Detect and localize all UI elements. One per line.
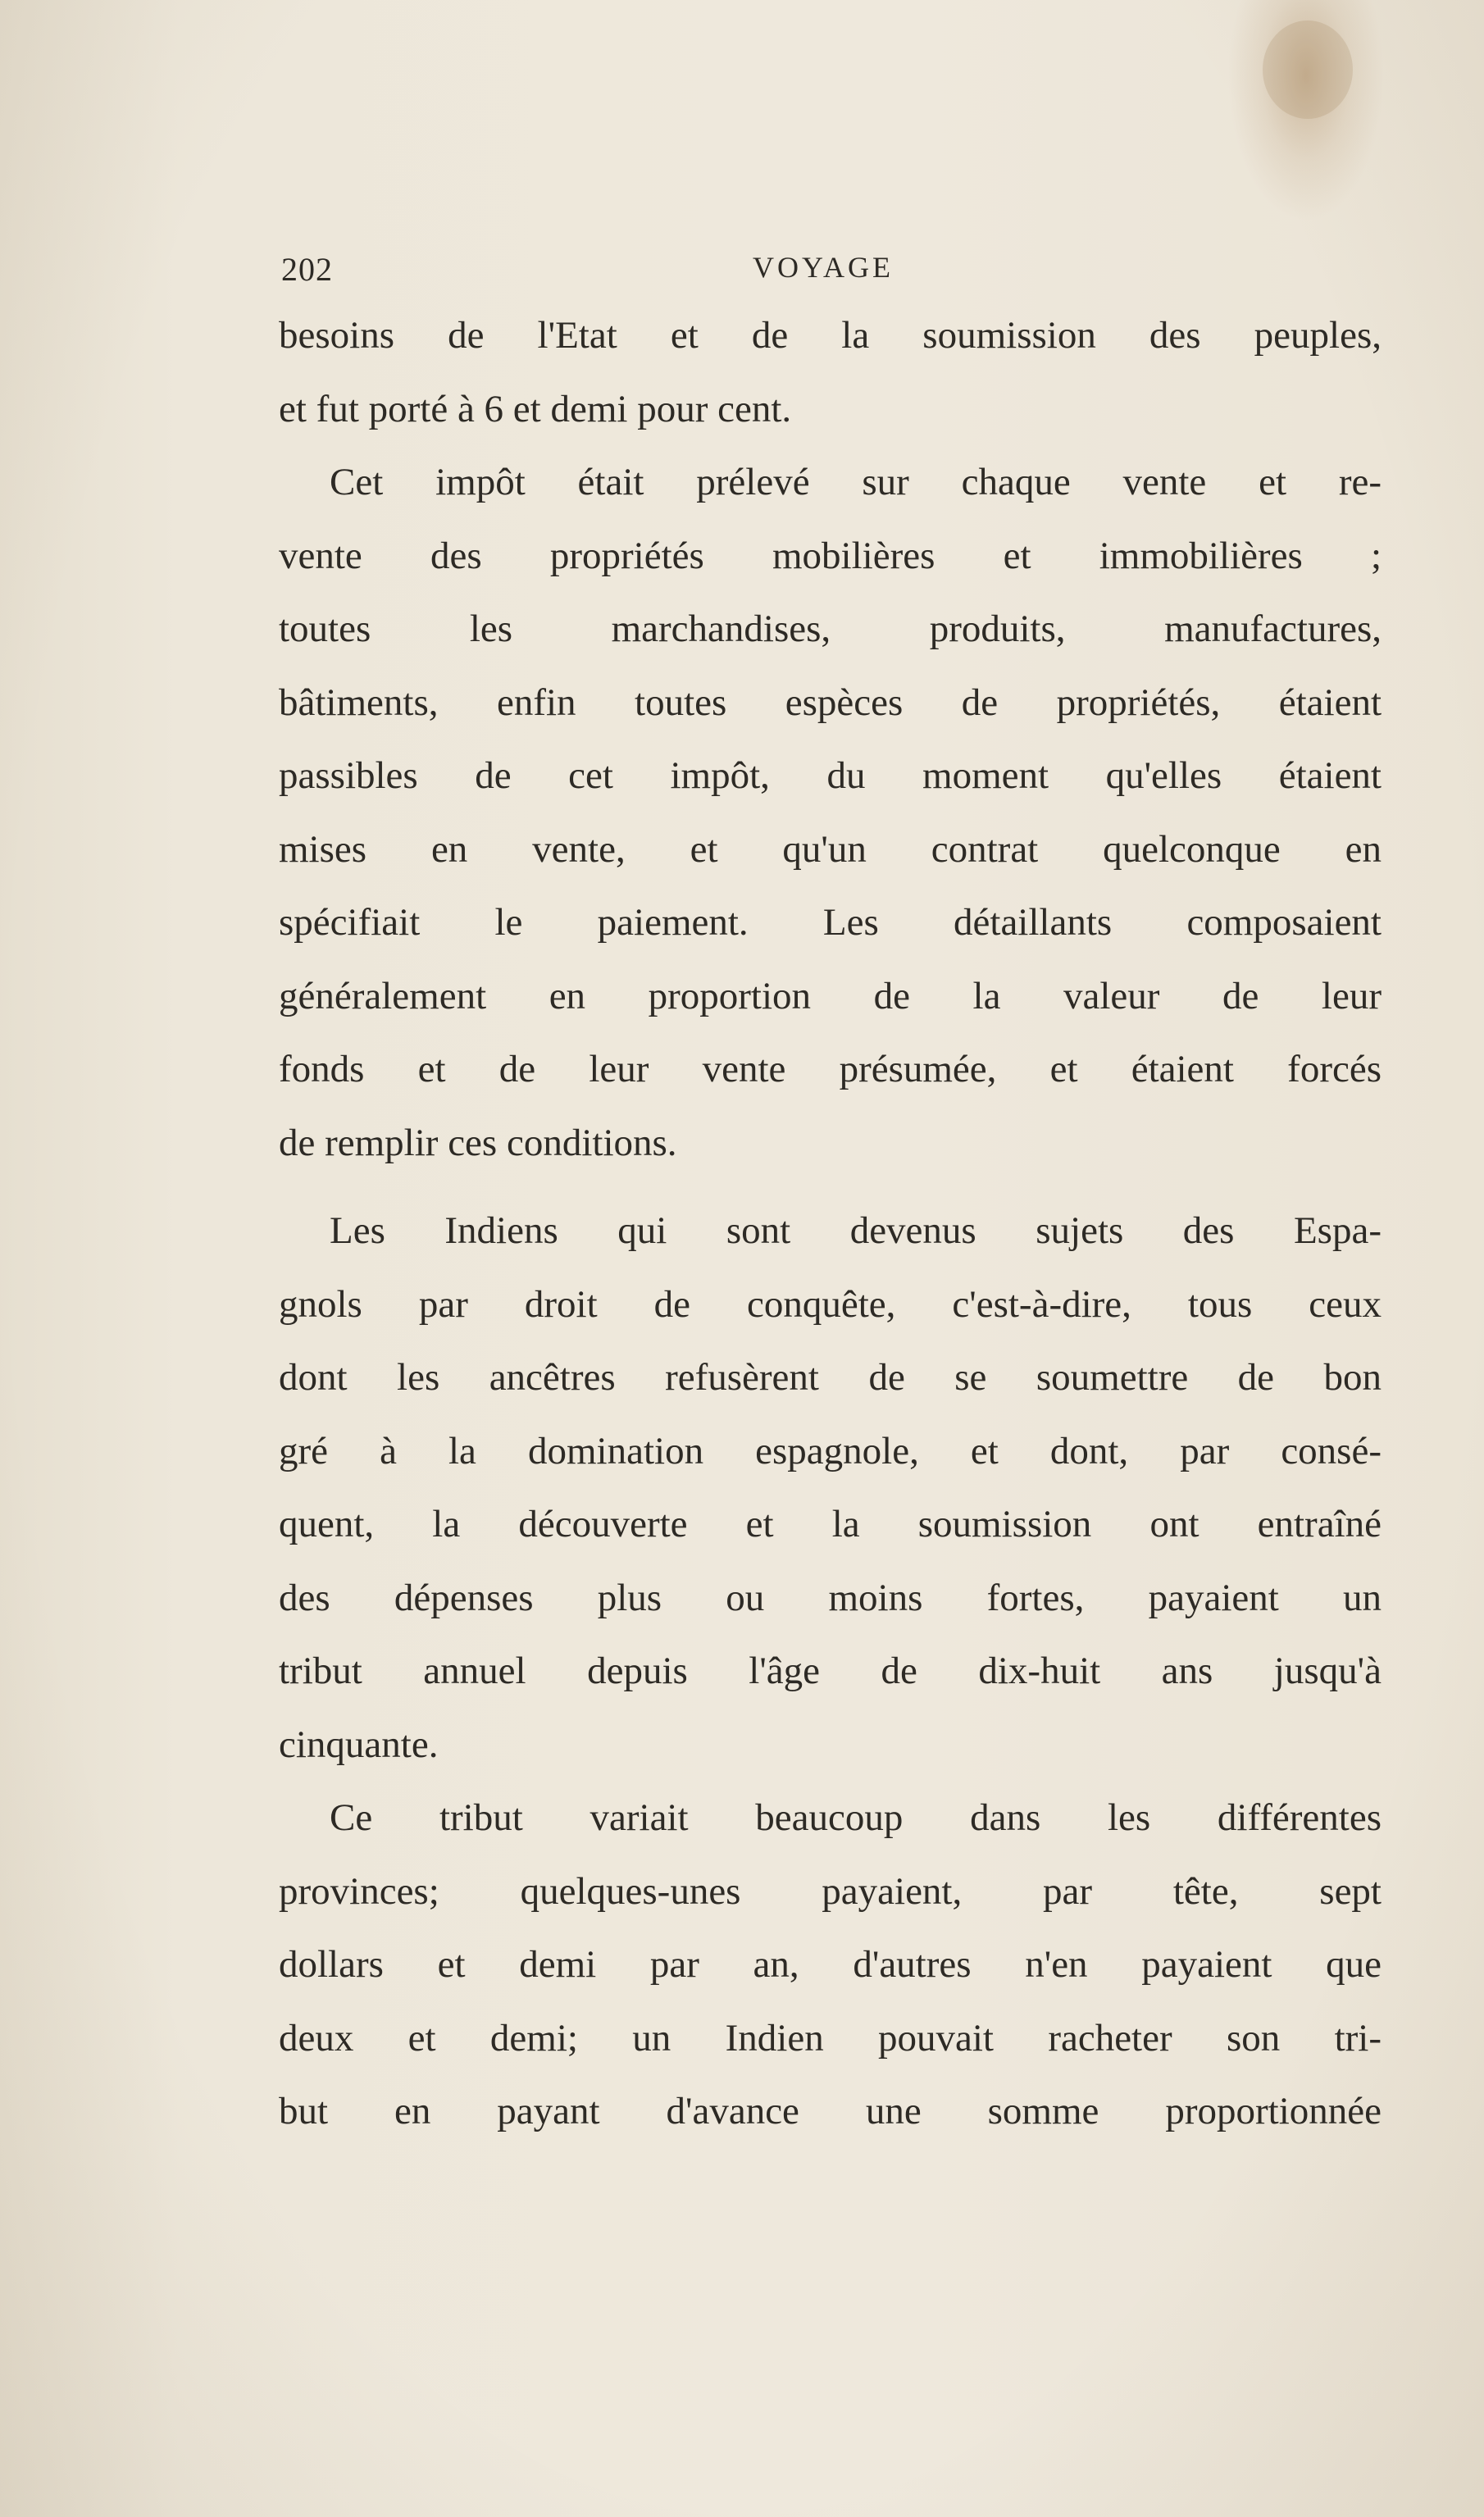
text-line: Ce tribut variait beaucoup dans les différentes xyxy=(330,1796,1382,1839)
paper-stain xyxy=(1263,20,1353,119)
text-line: cinquante. xyxy=(279,1723,439,1766)
text-line: dont les ancêtres refusèrent de se soumettre de bon xyxy=(279,1356,1382,1399)
page-number: 202 xyxy=(281,251,333,288)
text-line: but en payant d'avance une somme proportionnée xyxy=(279,2090,1382,2132)
running-head xyxy=(279,250,1382,299)
text-line: tribut annuel depuis l'âge de dix-huit ans jusqu'à xyxy=(279,1650,1382,1692)
paragraph-spacer xyxy=(279,1180,1382,1195)
text-line: bâtiments, enfin toutes espèces de propriétés, étaient xyxy=(279,680,1382,724)
paragraph xyxy=(279,1195,1382,1782)
text-line: vente des propriétés mobilières et immobilières ; xyxy=(279,534,1382,577)
text-line: dollars et demi par an, d'autres n'en payaient que xyxy=(279,1943,1382,1986)
paragraph xyxy=(279,446,1382,1180)
text-line: fonds et de leur vente présumée, et étaient forcés xyxy=(279,1048,1382,1090)
text-line: de remplir ces conditions. xyxy=(279,1121,677,1164)
text-line: quent, la découverte et la soumission ont entraîné xyxy=(279,1503,1382,1545)
paragraph xyxy=(279,299,1382,446)
text-line: gré à la domination espagnole, et dont, par consé- xyxy=(279,1429,1382,1472)
page-text-block xyxy=(279,250,1382,2149)
text-line: Les Indiens qui sont devenus sujets des Espa- xyxy=(330,1209,1382,1252)
text-line: deux et demi; un Indien pouvait racheter son tri- xyxy=(279,2016,1382,2060)
text-line: et fut porté à 6 et demi pour cent. xyxy=(279,387,792,430)
body-text xyxy=(279,299,1382,2149)
running-title: VOYAGE xyxy=(753,251,894,284)
text-line: des dépenses plus ou moins fortes, payaient un xyxy=(279,1576,1382,1619)
paragraph xyxy=(279,1782,1382,2149)
text-line: généralement en proportion de la valeur de leur xyxy=(279,974,1382,1017)
text-line: besoins de l'Etat et de la soumission des peuples, xyxy=(279,314,1382,357)
text-line: Cet impôt était prélevé sur chaque vente et re- xyxy=(330,461,1382,503)
text-line: gnols par droit de conquête, c'est-à-dire, tous ceux xyxy=(279,1282,1382,1326)
text-line: mises en vente, et qu'un contrat quelconque en xyxy=(279,827,1382,871)
text-line: provinces; quelques-unes payaient, par tête, sept xyxy=(279,1869,1382,1913)
text-line: toutes les marchandises, produits, manufactures, xyxy=(279,608,1382,650)
text-line: spécifiait le paiement. Les détaillants composaient xyxy=(279,901,1382,944)
text-line: passibles de cet impôt, du moment qu'elles étaient xyxy=(279,754,1382,797)
